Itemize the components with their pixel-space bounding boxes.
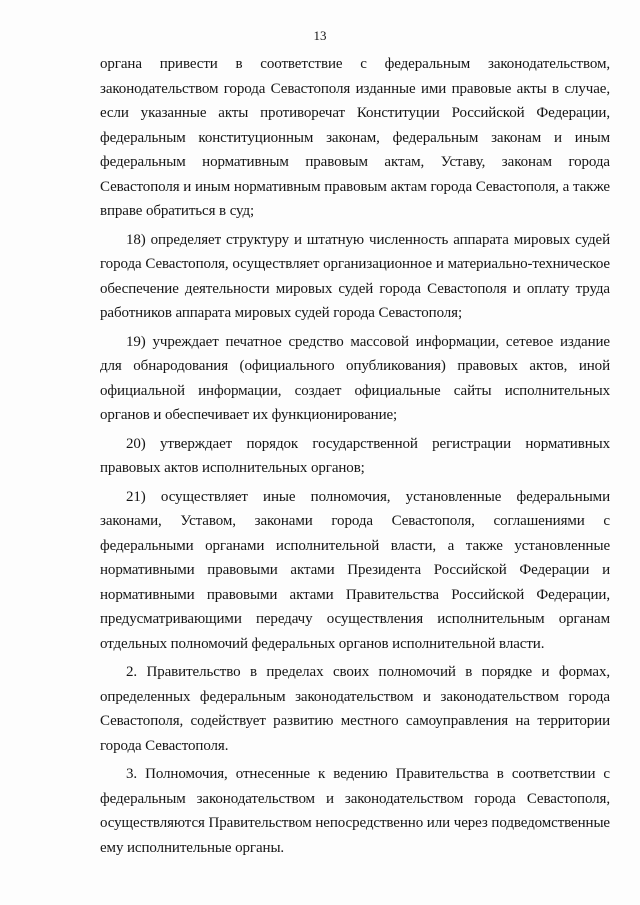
- paragraph-section-2: 2. Правительство в пределах своих полномочий в порядке и формах, определенных федеральным законодательством и законодательством города Севастополя, содействует развитию местного самоуправления на территории города Севастополя.: [100, 664, 610, 754]
- paragraph-item-21: 21) осуществляет иные полномочия, установленные федеральными законами, Уставом, законами города Севастополя, соглашениями с федеральными органами исполнительной власти, а также установленные нормативными правовыми актами Президента Российской Федерации и нормативными правовыми актами Правительства Российской Федерации, предусматривающими передачу осуществления исполнительным органам отдельных полномочий федеральных органов исполнительной власти.: [100, 488, 610, 652]
- document-body: [100, 52, 610, 864]
- paragraph-continuation: органа привести в соответствие с федеральным законодательством, законодательством города Севастополя изданные ими правовые акты в случае, если указанные акты противоречат Конституции Российской Федерации, федеральным конституционным законам, федеральным законам и иным федеральным нормативным правовым актам, Уставу, законам города Севастополя и иным нормативным правовым актам города Севастополя, а также вправе обратиться в суд;: [100, 56, 610, 219]
- paragraph-section-3: 3. Полномочия, отнесенные к ведению Правительства в соответствии с федеральным законодательством и законодательством города Севастополя, осуществляются Правительством непосредственно или через подведомственные ему исполнительные органы.: [100, 766, 610, 856]
- paragraph-item-19: 19) учреждает печатное средство массовой информации, сетевое издание для обнародования (официального опубликования) правовых актов, иной официальной информации, создает официальные сайты исполнительных органов и обеспечивает их функционирование;: [100, 333, 610, 423]
- paragraph-item-18: 18) определяет структуру и штатную численность аппарата мировых судей города Севастополя, осуществляет организационное и материально-техническое обеспечение деятельности мировых судей города Севастополя и оплату труда работников аппарата мировых судей города Севастополя;: [100, 231, 610, 321]
- paragraph-item-20: 20) утверждает порядок государственной регистрации нормативных правовых актов исполнительных органов;: [100, 435, 610, 476]
- page-number: 13: [313, 28, 327, 43]
